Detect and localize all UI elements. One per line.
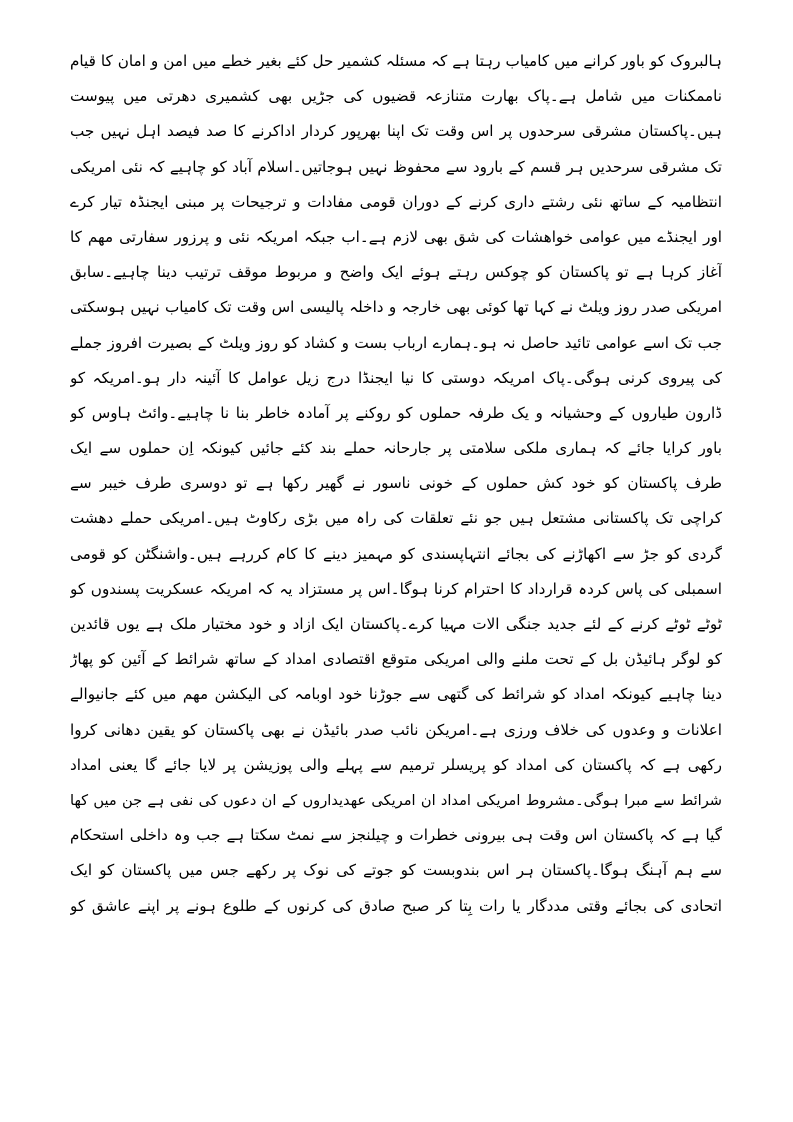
body-text (70, 44, 722, 924)
text-line: دینا چاہیے کیونکہ امداد کو شرائط کی گتھی سے جوڑنا خود اوبامہ کی الیکشن مھم میں کئے جانیوالے (70, 685, 722, 704)
text-line: آغاز کرہا ہے تو پاکستان کو چوکس رہتے ہوئے ایک واضح و مربوط موقف ترتیب دینا چاہیے۔سابق (70, 263, 722, 282)
text-line: گردی کو جڑ سے اکھاڑنے کی بجائے انتہاپسندی کو مہمیز دینے کا کام کررہے ہیں۔واشنگٹن کو قومی (70, 544, 722, 563)
text-line: ہالبروک کو باور کرانے میں کامیاب رہتا ہے کہ مسئلہ کشمیر حل کئے بغیر خطے میں امن و امان کا قیام (70, 52, 722, 70)
text-line: ڈارون طیاروں کے وحشیانہ و یک طرفہ حملوں کو روکنے پر آمادہ خاطر بنا نا چاہیے۔وائٹ ہاوس کو (70, 403, 722, 422)
text-line: شرائط سے مبرا ہوگی۔مشروط امریکی امداد ان امریکی عھدیداروں کے ان دعوں کی نفی ہے جن میں کھا (70, 791, 722, 809)
text-line: تک مشرقی سرحدیں ہر قسم کے بارود سے محفوظ نہیں ہوجاتیں۔اسلام آباد کو چاہیے کہ نئی امریکی (70, 157, 722, 176)
text-line: کی پیروی کرنی ہوگی۔پاک امریکہ دوستی کا نیا ایجنڈا درج زیل عوامل کا آئینہ دار ہو۔امریکہ کو (70, 368, 722, 387)
text-line: کو لوگر ہائیڈن بل کے تحت ملنے والی امریکی متوقع اقتصادی امداد کے ساتھ شرائط کے آئین کو پھاڑ (70, 650, 722, 669)
text-line: رکھی ہے کہ پاکستان کی امداد کو پریسلر ترمیم سے پہلے والی پوزیشن پر لایا جائے گا یعنی امداد (70, 755, 722, 774)
text-line: امریکی صدر روز ویلٹ نے کہا تھا کوئی بھی خارجہ و داخلہ پالیسی اس وقت تک کامیاب نہیں ہوسکتی (70, 298, 722, 317)
text-line: ناممکنات میں شامل ہے۔پاک بھارت متنازعہ قضیوں کی جڑیں بھی کشمیری دھرتی میں پیوست (70, 87, 722, 106)
text-line: جب تک اسے عوامی تائید حاصل نہ ہو۔ہمارے ارباب بست و کشاد کو روز ویلٹ کے بصیرت افروز جملے (70, 333, 722, 352)
text-line: اتحادی کی بجائے وقتی مددگار یا رات بِتا کر صبح صادق کی کرنوں کے طلوع ہونے پر اپنے عاشق کو (70, 896, 722, 915)
text-line: ٹوٹے ٹوٹے کرنے کے لئے جدید جنگی الات مہیا کرے۔پاکستان ایک ازاد و خود مختیار ملک ہے یوں قائدین (70, 615, 722, 633)
text-line: گیا ہے کہ پاکستان اس وقت ہی بیرونی خطرات و چیلنجز سے نمٹ سکتا ہے جب وہ داخلی استحکام (70, 826, 722, 845)
text-line: ہیں۔پاکستان مشرقی سرحدوں پر اس وقت تک اپنا بھرپور کردار اداکرنے کا صد فیصد اہل نہیں جب (70, 122, 722, 141)
text-line: اسمبلی کی پاس کردہ قرارداد کا احترام کرنا ہوگا۔اس پر مستزاد یہ کہ امریکہ عسکریت پسندوں کو (70, 579, 722, 598)
text-line: طرف پاکستان کو خود کش حملوں کے خونی ناسور نے گھیر رکھا ہے تو دوسری طرف خیبر سے (70, 474, 722, 493)
text-line: اعلانات و وعدوں کی خلاف ورزی ہے۔امریکن نائب صدر بائیڈن نے بھی پاکستان کو یقین دھانی کروا (70, 720, 722, 739)
text-line: اور ایجنڈے میں عوامی خواھشات کی شق بھی لازم ہے۔اب جبکہ امریکہ نئی و پرزور سفارتی مھم کا (70, 227, 722, 246)
text-line: انتظامیہ کے ساتھ نئی رشتے داری کرنے کے دوران قومی مفادات و ترجیحات پر مبنی ایجنڈہ تیار کرے (70, 192, 722, 211)
text-line: باور کرایا جائے کہ ہماری ملکی سلامتی پر جارحانہ حملے بند کئے جائیں کیونکہ اِن حملوں سے ایک (70, 439, 722, 458)
text-line: کراچی تک پاکستانی مشتعل ہیں جو نئے تعلقات کی راہ میں بڑی رکاوٹ ہیں۔امریکی حملے دھشت (70, 509, 722, 528)
text-line: سے ہم آہنگ ہوگا۔پاکستان ہر اس بندوبست کو جوتے کی نوک پر رکھے جس میں پاکستان کو ایک (70, 861, 722, 880)
